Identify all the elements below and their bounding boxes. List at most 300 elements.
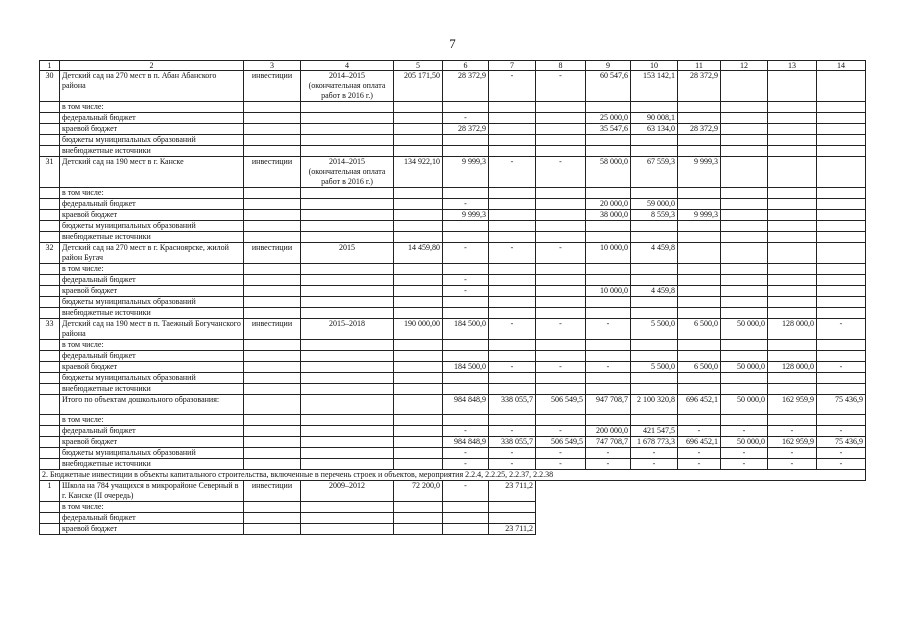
value-cell — [768, 210, 817, 221]
value-cell — [586, 351, 631, 362]
value-cell — [631, 308, 678, 319]
table-cell — [394, 426, 443, 437]
value-cell: 25 000,0 — [586, 113, 631, 124]
value-cell: 184 500,0 — [443, 362, 489, 373]
value-cell — [586, 188, 631, 199]
value-cell — [631, 340, 678, 351]
value-cell — [768, 102, 817, 113]
value-cell: 338 055,7 — [489, 395, 536, 415]
value-cell — [678, 102, 721, 113]
value-cell — [721, 340, 768, 351]
object-row — [40, 71, 866, 102]
value-cell — [768, 221, 817, 232]
value-cell — [768, 297, 817, 308]
budget-source-row — [40, 188, 866, 199]
value-cell: 50 000,0 — [721, 437, 768, 448]
source-label: краевой бюджет — [60, 210, 244, 221]
value-cell: - — [536, 243, 586, 264]
value-cell: 60 547,6 — [586, 71, 631, 102]
value-cell: - — [443, 448, 489, 459]
object-row — [40, 243, 866, 264]
value-cell — [721, 415, 768, 426]
value-cell — [817, 384, 866, 395]
table-cell — [244, 124, 301, 135]
value-cell: 23 711,2 — [489, 481, 536, 502]
value-cell: - — [586, 459, 631, 470]
value-cell: - — [586, 319, 631, 340]
source-label: федеральный бюджет — [60, 275, 244, 286]
source-label: внебюджетные источники — [60, 459, 244, 470]
budget-source-row — [40, 351, 866, 362]
value-cell — [768, 373, 817, 384]
value-cell — [721, 188, 768, 199]
value-cell — [721, 124, 768, 135]
value-cell: - — [631, 459, 678, 470]
value-cell: - — [443, 113, 489, 124]
value-cell — [817, 146, 866, 157]
value-cell — [631, 232, 678, 243]
object-name: Детский сад на 270 мест в п. Абан Абанского района — [60, 71, 244, 102]
budget-source-row — [40, 264, 866, 275]
value-cell: - — [536, 448, 586, 459]
value-cell — [443, 524, 489, 535]
value-cell: - — [536, 362, 586, 373]
value-cell: 947 708,7 — [586, 395, 631, 415]
table-cell — [244, 448, 301, 459]
table-cell — [394, 199, 443, 210]
table-cell — [394, 351, 443, 362]
value-cell: 5 500,0 — [631, 319, 678, 340]
value-cell — [721, 384, 768, 395]
budget-source-row — [40, 426, 866, 437]
value-cell: - — [443, 459, 489, 470]
value-cell: 75 436,9 — [817, 437, 866, 448]
budget-source-row — [40, 502, 866, 513]
table-cell — [394, 373, 443, 384]
value-cell — [489, 384, 536, 395]
source-label: в том числе: — [60, 188, 244, 199]
value-cell: - — [489, 448, 536, 459]
value-cell — [817, 373, 866, 384]
table-cell — [244, 384, 301, 395]
value-cell — [817, 264, 866, 275]
value-cell: 10 000,0 — [586, 286, 631, 297]
value-cell — [536, 340, 586, 351]
value-cell — [489, 415, 536, 426]
value-cell: - — [817, 448, 866, 459]
value-cell — [536, 308, 586, 319]
value-cell — [489, 199, 536, 210]
value-cell: - — [631, 448, 678, 459]
table-cell — [40, 232, 60, 243]
budget-source-row — [40, 448, 866, 459]
value-cell — [586, 373, 631, 384]
value-cell — [631, 146, 678, 157]
value-cell: - — [536, 71, 586, 102]
value-cell — [536, 232, 586, 243]
table-cell — [301, 437, 394, 448]
table-cell — [394, 395, 443, 415]
object-type: инвестиции — [244, 243, 301, 264]
column-number: 11 — [678, 61, 721, 71]
value-cell: 162 959,9 — [768, 395, 817, 415]
value-cell — [817, 157, 866, 188]
budget-source-row — [40, 146, 866, 157]
table-cell — [394, 264, 443, 275]
value-cell — [817, 210, 866, 221]
value-cell — [489, 124, 536, 135]
value-cell — [489, 264, 536, 275]
source-label: бюджеты муниципальных образований — [60, 297, 244, 308]
value-cell: - — [817, 319, 866, 340]
table-cell — [301, 362, 394, 373]
table-cell — [40, 113, 60, 124]
source-label: федеральный бюджет — [60, 351, 244, 362]
value-cell: - — [768, 426, 817, 437]
value-cell — [536, 210, 586, 221]
object-number: 31 — [40, 157, 60, 188]
value-cell: 5 500,0 — [631, 362, 678, 373]
column-number: 12 — [721, 61, 768, 71]
object-period: 2009–2012 — [301, 481, 394, 502]
value-cell — [586, 308, 631, 319]
table-cell — [40, 135, 60, 146]
table-cell — [244, 210, 301, 221]
value-cell — [443, 513, 489, 524]
value-cell: 2 100 320,8 — [631, 395, 678, 415]
value-cell: 58 000,0 — [586, 157, 631, 188]
value-cell — [721, 297, 768, 308]
table-cell — [40, 513, 60, 524]
table-cell — [244, 308, 301, 319]
value-cell: 200 000,0 — [586, 426, 631, 437]
table-cell — [244, 264, 301, 275]
column-number: 5 — [394, 61, 443, 71]
value-cell: 9 999,3 — [443, 210, 489, 221]
table-cell — [40, 448, 60, 459]
table-cell — [40, 264, 60, 275]
value-cell — [678, 199, 721, 210]
value-cell — [721, 157, 768, 188]
table-cell — [301, 384, 394, 395]
value-cell — [443, 146, 489, 157]
value-cell — [536, 264, 586, 275]
table-cell — [40, 124, 60, 135]
table-cell — [301, 275, 394, 286]
table-cell — [301, 297, 394, 308]
table-cell — [244, 297, 301, 308]
value-cell — [721, 102, 768, 113]
value-cell — [443, 384, 489, 395]
value-cell — [443, 264, 489, 275]
value-cell: 506 549,5 — [536, 395, 586, 415]
value-cell: 59 000,0 — [631, 199, 678, 210]
value-cell — [817, 351, 866, 362]
value-cell — [631, 275, 678, 286]
value-cell — [443, 232, 489, 243]
object-type: инвестиции — [244, 157, 301, 188]
table-cell — [40, 297, 60, 308]
table-cell — [301, 188, 394, 199]
value-cell — [489, 275, 536, 286]
value-cell: 696 452,1 — [678, 437, 721, 448]
value-cell — [721, 210, 768, 221]
value-cell — [631, 297, 678, 308]
object-number: 1 — [40, 481, 60, 502]
table-cell — [40, 308, 60, 319]
value-cell — [631, 188, 678, 199]
value-cell — [817, 415, 866, 426]
table-cell — [301, 135, 394, 146]
value-cell — [489, 513, 536, 524]
value-cell — [721, 351, 768, 362]
source-label: бюджеты муниципальных образований — [60, 373, 244, 384]
table-cell — [244, 146, 301, 157]
section-title-row — [40, 470, 866, 481]
table-cell — [394, 297, 443, 308]
value-cell — [721, 308, 768, 319]
value-cell — [817, 308, 866, 319]
value-cell — [721, 232, 768, 243]
table-cell — [40, 415, 60, 426]
table-cell — [244, 286, 301, 297]
table-cell — [244, 415, 301, 426]
value-cell — [489, 146, 536, 157]
value-cell — [586, 135, 631, 146]
value-cell: 421 547,5 — [631, 426, 678, 437]
value-cell: 90 008,1 — [631, 113, 678, 124]
source-label: краевой бюджет — [60, 437, 244, 448]
value-cell: 184 500,0 — [443, 319, 489, 340]
table-cell — [40, 340, 60, 351]
table-cell — [244, 426, 301, 437]
table-cell — [394, 124, 443, 135]
table-cell — [394, 524, 443, 535]
source-label: в том числе: — [60, 264, 244, 275]
object-type: инвестиции — [244, 319, 301, 340]
object-period: 2014–2015 (окончательная оплата работ в 2016 г.) — [301, 71, 394, 102]
budget-source-row — [40, 524, 866, 535]
object-row — [40, 157, 866, 188]
value-cell — [443, 308, 489, 319]
column-number: 2 — [60, 61, 244, 71]
column-number: 13 — [768, 61, 817, 71]
source-label: федеральный бюджет — [60, 426, 244, 437]
value-cell: - — [443, 275, 489, 286]
value-cell: - — [536, 157, 586, 188]
value-cell: 4 459,8 — [631, 286, 678, 297]
table-cell — [394, 221, 443, 232]
value-cell — [721, 146, 768, 157]
table-cell — [40, 286, 60, 297]
value-cell: 50 000,0 — [721, 319, 768, 340]
value-cell — [817, 199, 866, 210]
value-cell — [586, 340, 631, 351]
value-cell: - — [443, 243, 489, 264]
table-cell — [244, 340, 301, 351]
value-cell — [817, 71, 866, 102]
value-cell — [586, 221, 631, 232]
value-cell: 4 459,8 — [631, 243, 678, 264]
value-cell — [768, 71, 817, 102]
value-cell: 205 171,50 — [394, 71, 443, 102]
table-cell — [244, 502, 301, 513]
table-cell — [40, 502, 60, 513]
column-number: 9 — [586, 61, 631, 71]
value-cell: 20 000,0 — [586, 199, 631, 210]
value-cell: - — [489, 319, 536, 340]
table-cell — [394, 102, 443, 113]
table-cell — [40, 146, 60, 157]
value-cell: 128 000,0 — [768, 362, 817, 373]
value-cell — [768, 199, 817, 210]
table-cell — [301, 102, 394, 113]
table-cell — [40, 395, 60, 415]
value-cell: 67 559,3 — [631, 157, 678, 188]
table-cell — [394, 188, 443, 199]
column-number: 4 — [301, 61, 394, 71]
value-cell — [678, 297, 721, 308]
value-cell: - — [443, 426, 489, 437]
budget-source-row — [40, 459, 866, 470]
value-cell — [678, 384, 721, 395]
value-cell — [536, 275, 586, 286]
value-cell — [443, 340, 489, 351]
value-cell: 747 708,7 — [586, 437, 631, 448]
object-number: 33 — [40, 319, 60, 340]
value-cell — [536, 384, 586, 395]
value-cell — [489, 502, 536, 513]
value-cell — [678, 373, 721, 384]
value-cell: 153 142,1 — [631, 71, 678, 102]
value-cell — [631, 384, 678, 395]
object-name: Детский сад на 190 мест в п. Таежный Богучанского района — [60, 319, 244, 340]
object-name: Школа на 784 учащихся в микрорайоне Северный в г. Канске (II очередь) — [60, 481, 244, 502]
table-cell — [40, 351, 60, 362]
value-cell — [678, 308, 721, 319]
table-cell — [301, 459, 394, 470]
value-cell: 8 559,3 — [631, 210, 678, 221]
budget-source-row — [40, 513, 866, 524]
table-cell — [394, 286, 443, 297]
table-cell — [301, 395, 394, 415]
value-cell: 162 959,9 — [768, 437, 817, 448]
value-cell: 9 999,3 — [443, 157, 489, 188]
value-cell — [768, 415, 817, 426]
table-cell — [301, 221, 394, 232]
value-cell — [768, 146, 817, 157]
table-body — [40, 61, 866, 535]
value-cell — [631, 221, 678, 232]
value-cell: 6 500,0 — [678, 319, 721, 340]
table-cell — [40, 102, 60, 113]
value-cell: 1 678 773,3 — [631, 437, 678, 448]
table-cell — [244, 188, 301, 199]
value-cell — [631, 415, 678, 426]
source-label: внебюджетные источники — [60, 308, 244, 319]
value-cell — [678, 188, 721, 199]
table-cell — [40, 426, 60, 437]
value-cell — [721, 243, 768, 264]
source-label: федеральный бюджет — [60, 113, 244, 124]
value-cell — [817, 102, 866, 113]
table-cell — [301, 210, 394, 221]
value-cell: 28 372,9 — [443, 124, 489, 135]
object-period: 2014–2015 (окончательная оплата работ в 2016 г.) — [301, 157, 394, 188]
source-label: краевой бюджет — [60, 362, 244, 373]
table-cell — [394, 232, 443, 243]
value-cell — [817, 135, 866, 146]
value-cell — [721, 199, 768, 210]
value-cell — [768, 264, 817, 275]
value-cell: - — [536, 459, 586, 470]
table-cell — [40, 275, 60, 286]
value-cell — [536, 124, 586, 135]
value-cell: 50 000,0 — [721, 362, 768, 373]
value-cell — [678, 264, 721, 275]
value-cell — [489, 113, 536, 124]
value-cell — [768, 188, 817, 199]
value-cell — [586, 232, 631, 243]
table-cell — [394, 513, 443, 524]
value-cell — [817, 221, 866, 232]
budget-source-row — [40, 308, 866, 319]
total-label: Итого по объектам дошкольного образования: — [60, 395, 244, 415]
table-cell — [394, 384, 443, 395]
table-cell — [301, 264, 394, 275]
object-type: инвестиции — [244, 71, 301, 102]
value-cell: 9 999,3 — [678, 210, 721, 221]
table-cell — [40, 210, 60, 221]
object-name: Детский сад на 270 мест в г. Красноярске, жилой район Бугач — [60, 243, 244, 264]
table-cell — [394, 146, 443, 157]
table-cell — [40, 437, 60, 448]
budget-source-row — [40, 415, 866, 426]
table-cell — [40, 199, 60, 210]
value-cell — [721, 275, 768, 286]
value-cell — [489, 232, 536, 243]
table-cell — [40, 362, 60, 373]
value-cell — [443, 373, 489, 384]
table-cell — [394, 340, 443, 351]
value-cell — [678, 243, 721, 264]
value-cell: - — [536, 426, 586, 437]
table-cell — [244, 135, 301, 146]
budget-source-row — [40, 362, 866, 373]
value-cell — [443, 351, 489, 362]
table-cell — [301, 146, 394, 157]
table-cell — [301, 232, 394, 243]
value-cell — [443, 502, 489, 513]
value-cell: - — [489, 459, 536, 470]
source-label: в том числе: — [60, 502, 244, 513]
table-cell — [301, 502, 394, 513]
table-cell — [301, 524, 394, 535]
value-cell — [536, 415, 586, 426]
object-number: 30 — [40, 71, 60, 102]
table-cell — [394, 113, 443, 124]
value-cell: - — [817, 459, 866, 470]
value-cell — [443, 297, 489, 308]
value-cell: 28 372,9 — [443, 71, 489, 102]
column-number: 8 — [536, 61, 586, 71]
table-cell — [394, 437, 443, 448]
table-cell — [394, 448, 443, 459]
value-cell: 38 000,0 — [586, 210, 631, 221]
value-cell: 134 922,10 — [394, 157, 443, 188]
column-number: 3 — [244, 61, 301, 71]
value-cell: 190 000,00 — [394, 319, 443, 340]
